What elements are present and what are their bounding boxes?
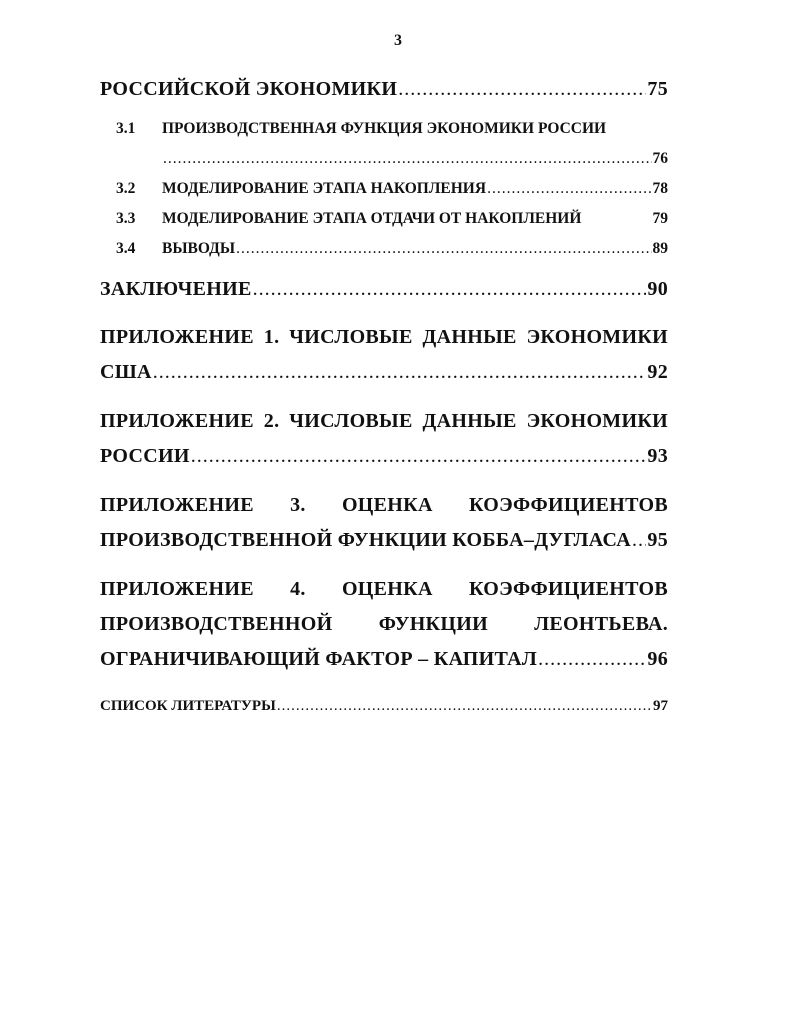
toc-title-word: КОЭФФИЦИЕНТОВ: [468, 578, 668, 600]
toc-section-number: 3.3: [116, 210, 136, 227]
toc-title-word: ПРИЛОЖЕНИЕ: [100, 326, 254, 348]
toc-title-word: ЧИСЛОВЫЕ: [289, 326, 413, 348]
toc-title: ВЫВОДЫ: [162, 240, 236, 257]
toc-page: 89: [652, 240, 668, 257]
toc-title: МОДЕЛИРОВАНИЕ ЭТАПА ОТДАЧИ ОТ НАКОПЛЕНИЙ: [162, 210, 582, 227]
toc-title: РОССИЙСКОЙ ЭКОНОМИКИ: [100, 78, 398, 100]
toc-entry-appendix-4-line3: [100, 648, 668, 671]
dot-leader: [538, 648, 646, 671]
toc-page: 75: [647, 78, 668, 100]
toc-title-word: 3.: [290, 494, 306, 516]
toc-title-word: ПРОИЗВОДСТВЕННОЙ: [100, 613, 333, 635]
toc-title-word: ПРИЛОЖЕНИЕ: [100, 494, 254, 516]
toc-title: РОССИИ: [100, 445, 190, 467]
toc-page: 93: [647, 445, 668, 467]
toc-entry-appendix-3: [100, 494, 668, 517]
toc-title-word: ОЦЕНКА: [341, 494, 433, 516]
dot-leader: [153, 361, 647, 384]
toc-title-word: ЛЕОНТЬЕВА.: [534, 613, 668, 635]
toc-title-word: ДАННЫЕ: [422, 326, 517, 348]
toc-entry-appendix-4-line2: [100, 613, 668, 636]
toc-section-number: 3.4: [116, 240, 136, 257]
toc-subentry-3-1-leader: [162, 150, 668, 168]
toc-title-word: ДАННЫЕ: [422, 410, 517, 432]
toc-entry-russian-economy: [100, 78, 668, 101]
toc-subentry-3-2: [100, 180, 668, 198]
dot-leader: [191, 445, 647, 468]
toc-page: 97: [653, 698, 668, 714]
toc-title: СПИСОК ЛИТЕРАТУРЫ: [100, 698, 276, 714]
toc-title-word: 1.: [263, 326, 280, 348]
toc-page: 79: [652, 210, 668, 227]
toc-entry-appendix-4: [100, 578, 668, 601]
toc-entry-appendix-1-line2: [100, 361, 668, 384]
toc-entry-appendix-2-line2: [100, 445, 668, 468]
toc-section-number: 3.2: [116, 180, 136, 197]
toc-title-word: ПРИЛОЖЕНИЕ: [100, 410, 254, 432]
toc-section-number: 3.1: [116, 120, 136, 137]
toc-title-word: ОЦЕНКА: [341, 578, 433, 600]
toc-title-word: ЭКОНОМИКИ: [526, 410, 668, 432]
toc-title: ЗАКЛЮЧЕНИЕ: [100, 278, 252, 300]
toc-title-word: ФУНКЦИИ: [378, 613, 488, 635]
toc-title: МОДЕЛИРОВАНИЕ ЭТАПА НАКОПЛЕНИЯ: [162, 180, 487, 197]
toc-page: 96: [647, 648, 668, 670]
toc-page: 92: [647, 361, 668, 383]
toc-title-word: 2.: [263, 410, 280, 432]
toc-title: США: [100, 361, 152, 383]
toc-entry-conclusion: [100, 278, 668, 301]
dot-leader: [253, 278, 647, 301]
dot-leader: [277, 698, 652, 715]
toc-subentry-3-4: [100, 240, 668, 258]
toc-title: ПРОИЗВОДСТВЕННАЯ ФУНКЦИЯ ЭКОНОМИКИ РОССИИ: [162, 120, 607, 137]
dot-leader: [398, 78, 646, 101]
toc-title-word: 4.: [290, 578, 306, 600]
toc-entry-appendix-2: [100, 410, 668, 433]
toc-title-word: ПРИЛОЖЕНИЕ: [100, 578, 254, 600]
toc-page: 76: [652, 150, 668, 167]
dot-leader: [163, 150, 652, 168]
toc-title-word: ЭКОНОМИКИ: [526, 326, 668, 348]
toc-title: ПРОИЗВОДСТВЕННОЙ ФУНКЦИИ КОББА–ДУГЛАСА: [100, 529, 631, 551]
toc-title-word: ЧИСЛОВЫЕ: [289, 410, 413, 432]
toc-subentry-3-1: [100, 120, 668, 138]
dot-leader: [236, 240, 651, 258]
toc-entry-appendix-1: [100, 326, 668, 349]
toc-entry-appendix-3-line2: [100, 529, 668, 552]
toc-title-word: КОЭФФИЦИЕНТОВ: [468, 494, 668, 516]
dot-leader: [632, 529, 646, 552]
toc-title: ОГРАНИЧИВАЮЩИЙ ФАКТОР – КАПИТАЛ: [100, 648, 538, 670]
toc-entry-references: [100, 698, 668, 715]
toc-page: 95: [647, 529, 668, 551]
toc-subentry-3-3: [100, 210, 668, 228]
toc-page: 90: [647, 278, 668, 300]
toc-page: 78: [652, 180, 668, 197]
page-number: 3: [394, 32, 402, 49]
dot-leader: [487, 180, 651, 198]
